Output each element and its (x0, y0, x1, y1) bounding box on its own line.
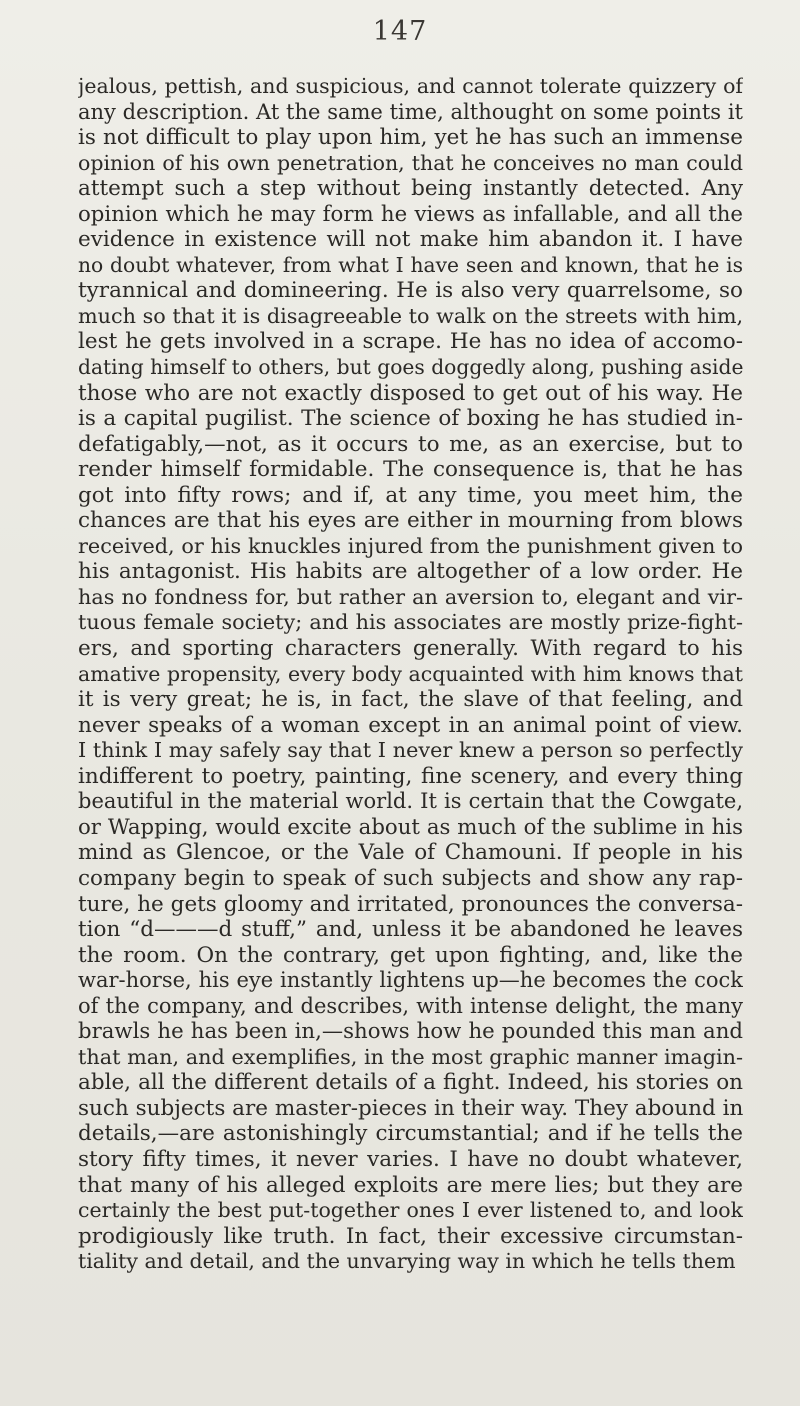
text-line: dating himself to others, but goes doggedly along, pushing aside (78, 355, 743, 380)
text-line: received, or his knuckles injured from the punishment given to (78, 533, 743, 558)
text-line: war-horse, his eye instantly lightens up—he becomes the cock (78, 968, 743, 993)
text-line: his antagonist. His habits are altogether of a low order. He (78, 559, 743, 585)
text-line: got into fifty rows; and if, at any time, you meet him, the (78, 482, 743, 508)
text-line: those who are not exactly disposed to get out of his way. He (78, 380, 743, 406)
page-number: 147 (372, 16, 428, 47)
text-line: I think I may safely say that I never knew a person so perfectly (78, 738, 743, 763)
text-line: lest he gets involved in a scrape. He has no idea of accomo- (78, 329, 743, 355)
text-line: any description. At the same time, althought on some points it (78, 99, 743, 124)
text-line: tion “d———d stuff,” and, unless it be abandoned he leaves (78, 917, 743, 943)
text-line: is not difficult to play upon him, yet he has such an immense (78, 125, 743, 151)
text-line: much so that it is disagreeable to walk on the streets with him, (78, 303, 743, 328)
text-line: mind as Glencoe, or the Vale of Chamouni. If people in his (78, 840, 743, 866)
text-line: it is very great; he is, in fact, the slave of that feeling, and (78, 687, 743, 713)
text-line: brawls he has been in,—shows how he pounded this man and (78, 1019, 743, 1045)
text-line: prodigiously like truth. In fact, their excessive circumstan- (78, 1223, 743, 1249)
text-line: is a capital pugilist. The science of boxing he has studied in- (78, 406, 743, 432)
text-line: story fifty times, it never varies. I have no doubt whatever, (78, 1146, 743, 1172)
text-line: company begin to speak of such subjects and show any rap- (78, 865, 743, 891)
text-line: certainly the best put-together ones I ever listened to, and look (78, 1198, 743, 1223)
text-line: tyrannical and domineering. He is also very quarrelsome, so (78, 278, 743, 304)
text-line: no doubt whatever, from what I have seen and known, that he is (78, 252, 743, 277)
text-line: ture, he gets gloomy and irritated, pronounces the conversa- (78, 891, 743, 917)
text-line: opinion of his own penetration, that he conceives no man could (78, 150, 743, 175)
text-line: chances are that his eyes are either in mourning from blows (78, 508, 743, 534)
text-line: details,—are astonishingly circumstantial; and if he tells the (78, 1121, 743, 1147)
text-line: attempt such a step without being instantly detected. Any (78, 176, 743, 202)
text-line: evidence in existence will not make him abandon it. I have (78, 227, 743, 253)
text-line: render himself formidable. The consequence is, that he has (78, 457, 743, 483)
text-line: opinion which he may form he views as infallable, and all the (78, 201, 743, 227)
text-line: ers, and sporting characters generally. With regard to his (78, 636, 743, 662)
body-text (78, 74, 743, 1275)
text-line: defatigably,—not, as it occurs to me, as an exercise, but to (78, 431, 743, 457)
text-line: or Wapping, would excite about as much of the sublime in his (78, 814, 743, 840)
text-line: never speaks of a woman except in an animal point of view. (78, 712, 743, 738)
text-line: has no fondness for, but rather an aversion to, elegant and vir- (78, 584, 743, 609)
text-line: beautiful in the material world. It is certain that the Cowgate, (78, 789, 743, 814)
text-line: indifferent to poetry, painting, fine scenery, and every thing (78, 763, 743, 789)
text-line: tuous female society; and his associates are mostly prize-fight- (78, 610, 743, 635)
text-line: tiality and detail, and the unvarying way in which he tells them (78, 1249, 736, 1274)
text-line: jealous, pettish, and suspicious, and cannot tolerate quizzery of (78, 74, 743, 98)
text-line: that many of his alleged exploits are mere lies; but they are (78, 1172, 743, 1198)
text-line: amative propensity, every body acquainted with him knows that (78, 661, 743, 686)
text-line: the room. On the contrary, get upon fighting, and, like the (78, 942, 743, 968)
text-line: able, all the different details of a fight. Indeed, his stories on (78, 1070, 743, 1096)
text-line: that man, and exemplifies, in the most graphic manner imagin- (78, 1044, 743, 1069)
text-line: such subjects are master-pieces in their way. They abound in (78, 1095, 743, 1121)
text-line: of the company, and describes, with intense delight, the many (78, 993, 743, 1018)
